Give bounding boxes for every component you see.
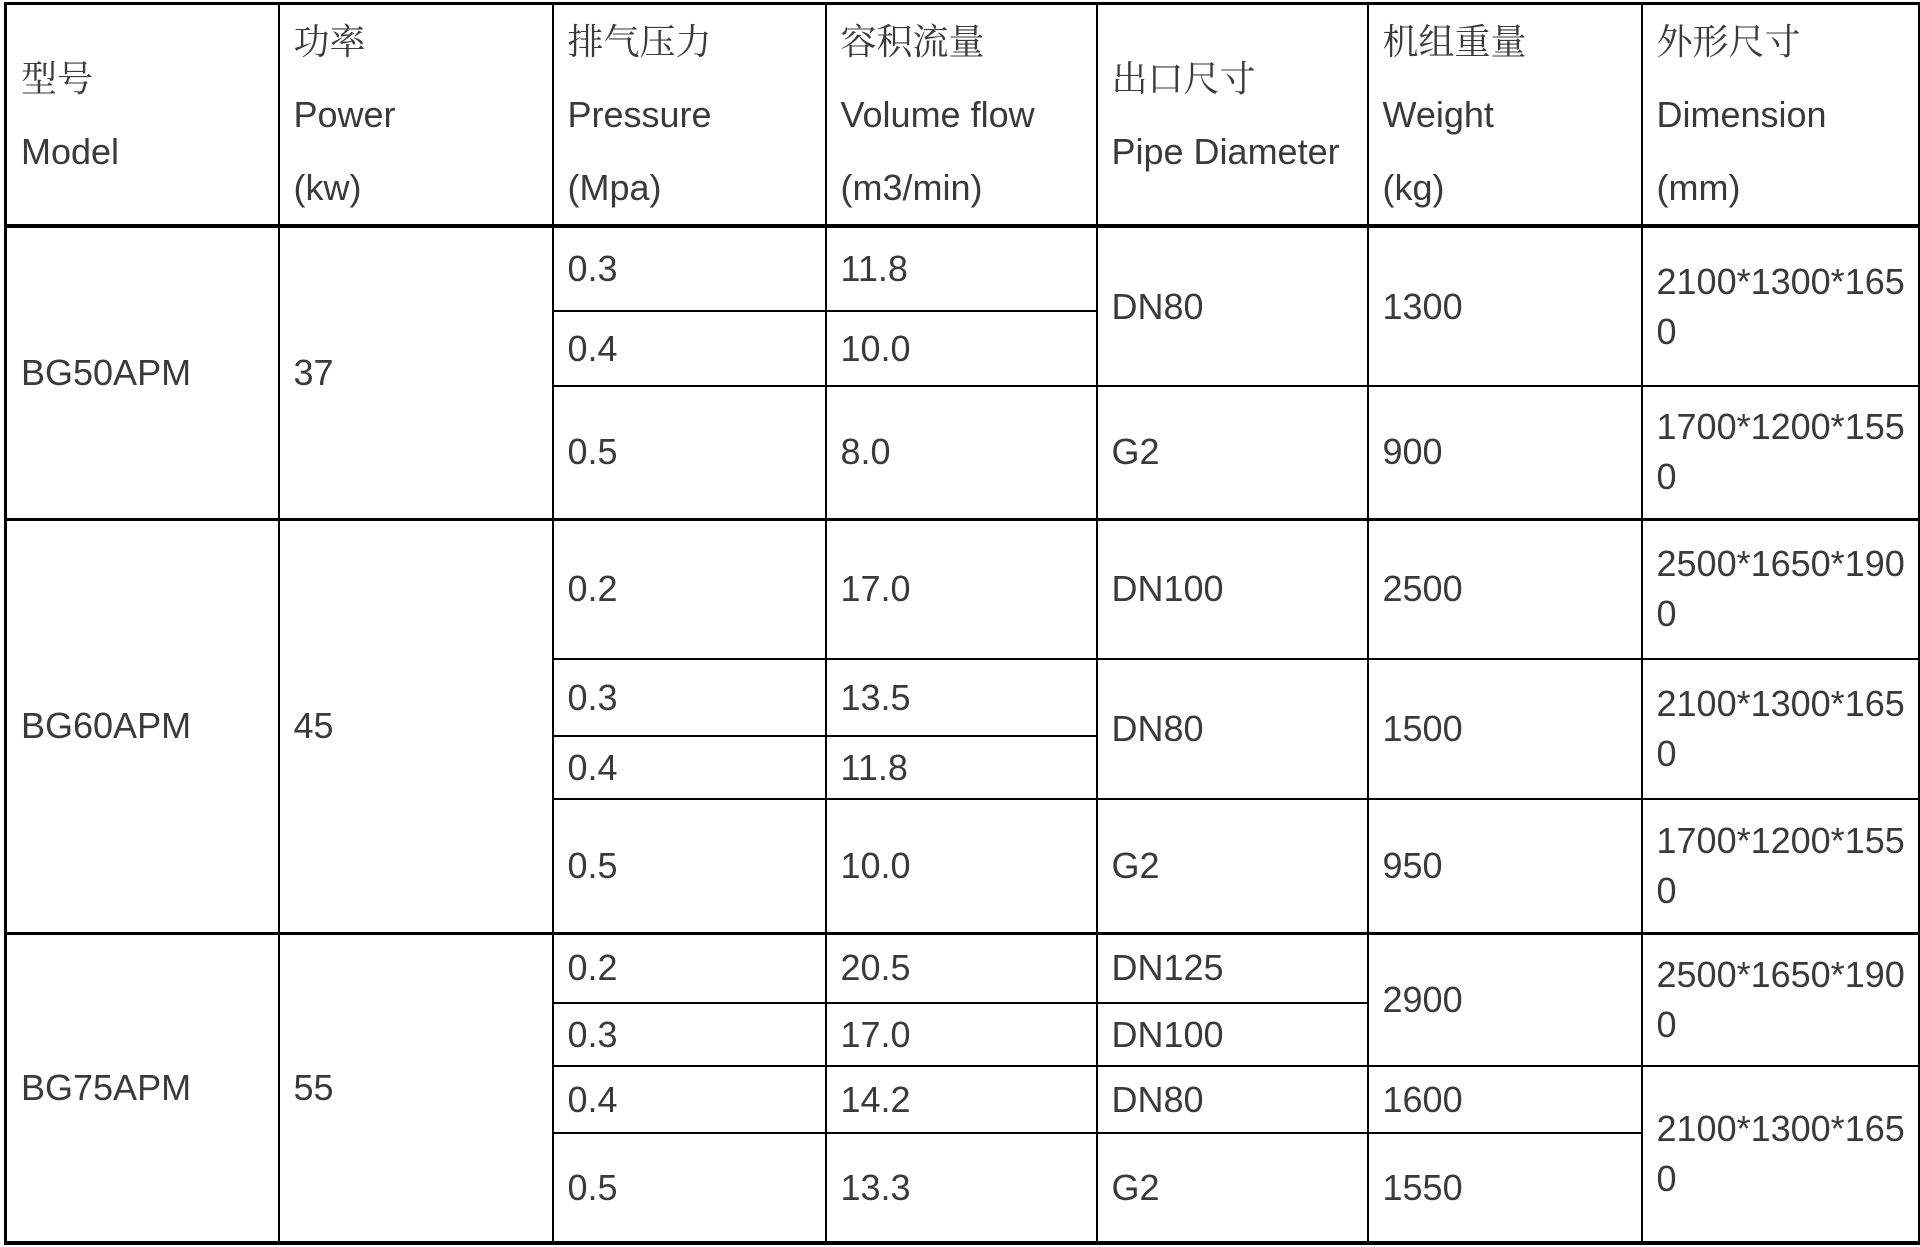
- header-dimension-en: Dimension: [1656, 94, 1827, 135]
- power-cell: 37: [279, 226, 553, 519]
- table-row: [6, 226, 1920, 311]
- header-model: [6, 4, 279, 227]
- pressure-cell: 0.4: [553, 311, 826, 386]
- volume-cell: 17.0: [826, 1003, 1097, 1066]
- pipe-cell: G2: [1097, 386, 1368, 519]
- pipe-cell: DN80: [1097, 659, 1368, 799]
- header-weight: [1368, 4, 1642, 227]
- header-dimension: [1642, 4, 1920, 227]
- header-pressure-unit: (Mpa): [567, 167, 662, 208]
- pipe-cell: DN125: [1097, 933, 1368, 1003]
- volume-cell: 10.0: [826, 311, 1097, 386]
- weight-cell: 1500: [1368, 659, 1642, 799]
- table-row: [6, 519, 1920, 659]
- weight-cell: 2500: [1368, 519, 1642, 659]
- pressure-cell: 0.3: [553, 659, 826, 736]
- pipe-cell: DN80: [1097, 1066, 1368, 1133]
- weight-cell: 1300: [1368, 226, 1642, 386]
- header-volume-en: Volume flow: [840, 94, 1035, 135]
- dimension-cell: 2500*1650*1900: [1642, 519, 1920, 659]
- header-pipe-diameter: [1097, 4, 1368, 227]
- header-volume-unit: (m3/min): [840, 167, 983, 208]
- volume-cell: 14.2: [826, 1066, 1097, 1133]
- dimension-cell: 1700*1200*1550: [1642, 386, 1920, 519]
- header-dimension-zh: 外形尺寸: [1656, 21, 1801, 62]
- weight-cell: 2900: [1368, 933, 1642, 1066]
- header-pipe-en: Pipe Diameter: [1111, 130, 1340, 172]
- header-weight-zh: 机组重量: [1382, 21, 1527, 62]
- header-power-en: Power: [293, 94, 396, 135]
- model-cell: BG50APM: [6, 226, 279, 519]
- pipe-cell: G2: [1097, 799, 1368, 933]
- pressure-cell: 0.2: [553, 933, 826, 1003]
- volume-cell: 17.0: [826, 519, 1097, 659]
- header-row: [6, 4, 1920, 227]
- pipe-cell: DN80: [1097, 226, 1368, 386]
- header-pressure-zh: 排气压力: [567, 21, 712, 62]
- pressure-cell: 0.4: [553, 736, 826, 799]
- volume-cell: 11.8: [826, 736, 1097, 799]
- pressure-cell: 0.2: [553, 519, 826, 659]
- table-body: [6, 226, 1920, 1243]
- pipe-cell: DN100: [1097, 519, 1368, 659]
- header-power: [279, 4, 553, 227]
- dimension-cell: 1700*1200*1550: [1642, 799, 1920, 933]
- spec-sheet-page: [0, 2, 1920, 1247]
- header-weight-unit: (kg): [1382, 167, 1445, 208]
- model-cell: BG75APM: [6, 933, 279, 1243]
- volume-cell: 11.8: [826, 226, 1097, 311]
- table-row: [6, 933, 1920, 1003]
- header-weight-en: Weight: [1382, 94, 1494, 135]
- pressure-cell: 0.5: [553, 799, 826, 933]
- header-model-zh: 型号: [21, 57, 94, 99]
- header-model-en: Model: [21, 130, 120, 172]
- compressor-spec-table: [4, 2, 1920, 1245]
- header-pressure-en: Pressure: [567, 94, 712, 135]
- dimension-cell: 2500*1650*1900: [1642, 933, 1920, 1066]
- pipe-cell: DN100: [1097, 1003, 1368, 1066]
- weight-cell: 950: [1368, 799, 1642, 933]
- header-power-unit: (kw): [293, 167, 362, 208]
- header-volume-flow: [826, 4, 1097, 227]
- pressure-cell: 0.5: [553, 386, 826, 519]
- dimension-cell: 2100*1300*1650: [1642, 1066, 1920, 1243]
- dimension-cell: 2100*1300*1650: [1642, 226, 1920, 386]
- weight-cell: 1600: [1368, 1066, 1642, 1133]
- pressure-cell: 0.4: [553, 1066, 826, 1133]
- header-pressure: [553, 4, 826, 227]
- pressure-cell: 0.3: [553, 226, 826, 311]
- volume-cell: 13.5: [826, 659, 1097, 736]
- pipe-cell: G2: [1097, 1133, 1368, 1243]
- volume-cell: 20.5: [826, 933, 1097, 1003]
- header-volume-zh: 容积流量: [840, 21, 985, 62]
- table-header: [6, 4, 1920, 227]
- pressure-cell: 0.3: [553, 1003, 826, 1066]
- header-pipe-zh: 出口尺寸: [1111, 57, 1256, 99]
- dimension-cell: 2100*1300*1650: [1642, 659, 1920, 799]
- pressure-cell: 0.5: [553, 1133, 826, 1243]
- header-dimension-unit: (mm): [1656, 167, 1741, 208]
- weight-cell: 1550: [1368, 1133, 1642, 1243]
- volume-cell: 13.3: [826, 1133, 1097, 1243]
- power-cell: 45: [279, 519, 553, 933]
- power-cell: 55: [279, 933, 553, 1243]
- model-cell: BG60APM: [6, 519, 279, 933]
- header-power-zh: 功率: [293, 21, 366, 62]
- volume-cell: 10.0: [826, 799, 1097, 933]
- weight-cell: 900: [1368, 386, 1642, 519]
- volume-cell: 8.0: [826, 386, 1097, 519]
